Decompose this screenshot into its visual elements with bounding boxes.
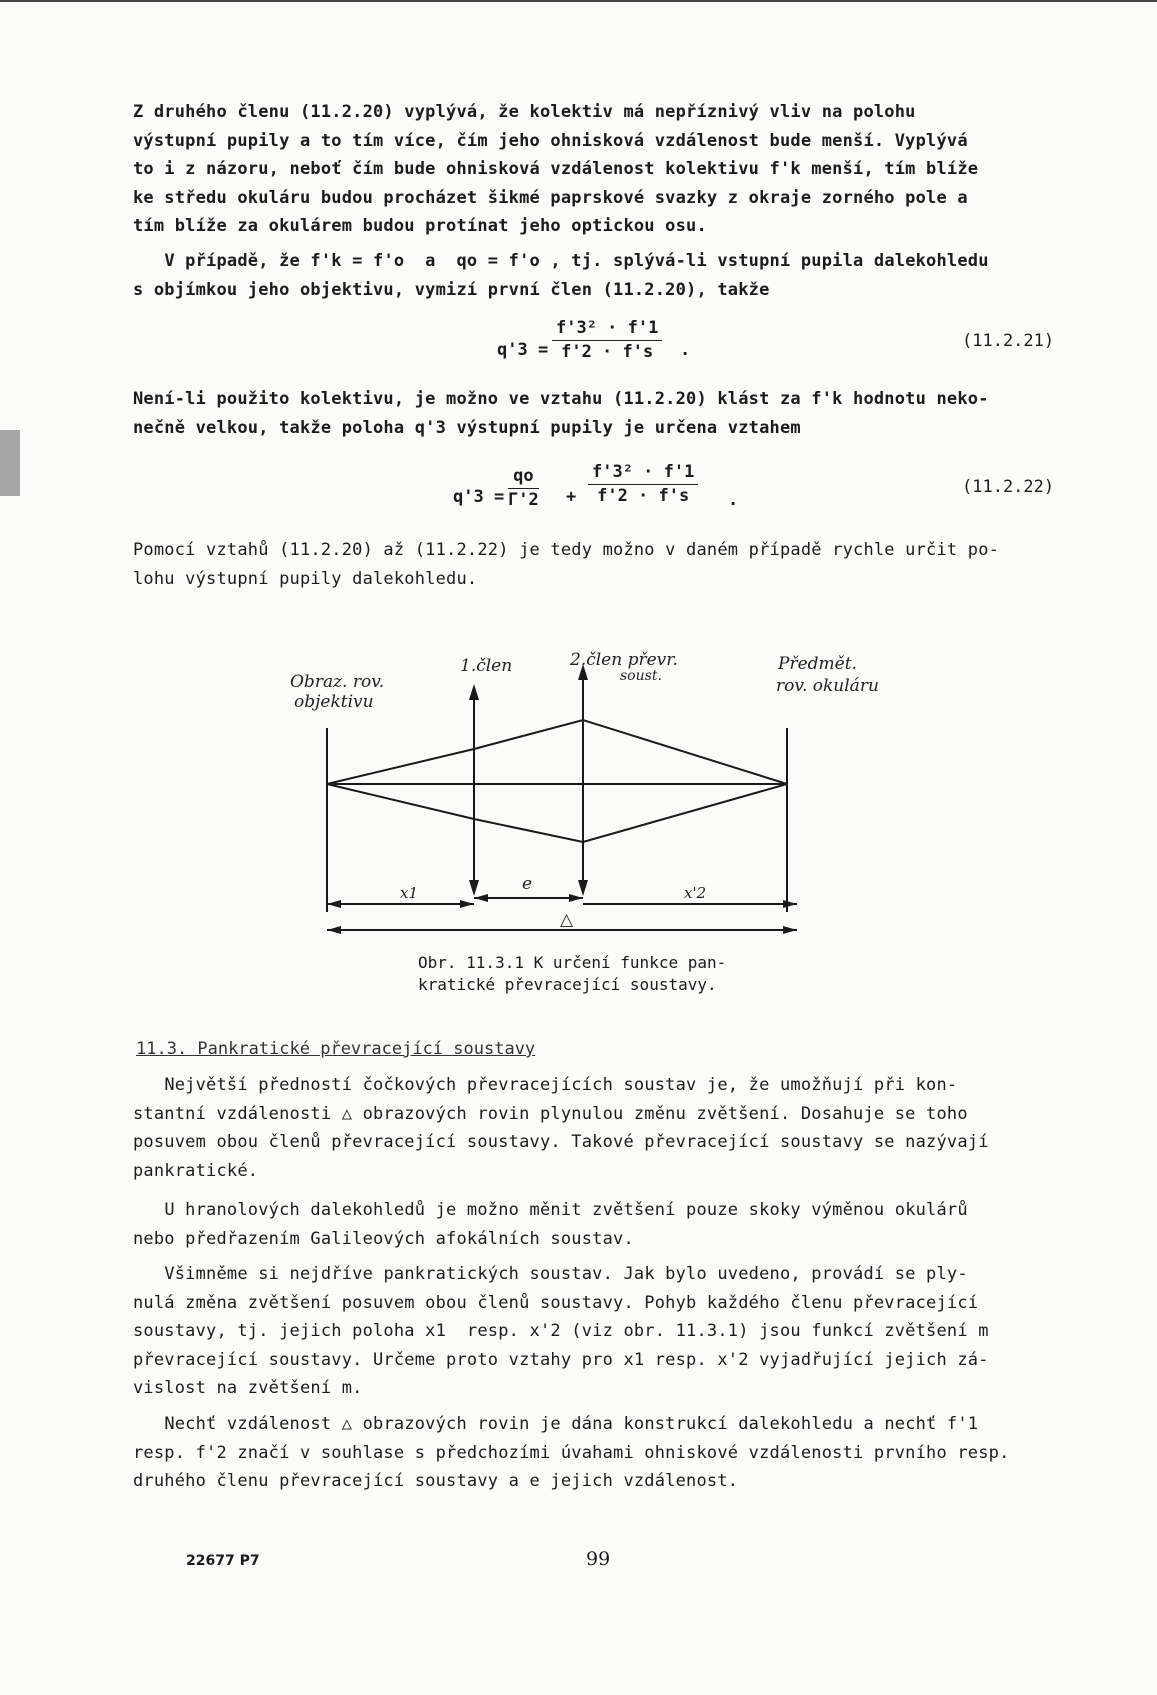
footer-code: 22677 P7 xyxy=(186,1553,260,1569)
label-e: e xyxy=(522,874,533,894)
arrow-x1-right xyxy=(460,900,474,908)
paragraph-2: V případě, že f'k = f'o a qo = f'o , tj. splývá-li vstupní pupila dalekohledu s objímkou jeho objektivu, vymizí první člen (11.2.20), takže xyxy=(133,251,989,300)
label-x2: x'2 xyxy=(684,884,707,902)
label-clen-1: 1.člen xyxy=(460,656,513,676)
label-obraz-rov: Obraz. rov. xyxy=(290,672,385,692)
paragraph-8: Nechť vzdálenost △ obrazových rovin je dána konstrukcí dalekohledu a nechť f'1 resp. f'2 značí v souhlase s předchozími úvahami ohniskové vzdálenosti prvního resp. druhého členu převracející soustavy a e jejich vzdálenost. xyxy=(133,1414,1010,1491)
eq2-frac1-denominator: Γ'2 xyxy=(508,490,539,510)
arrow-x1-left xyxy=(327,900,341,908)
page-number: 99 xyxy=(586,1548,611,1570)
paragraph-3: Není-li použito kolektivu, je možno ve vztahu (11.2.20) klást za f'k hodnotu neko- nečně velkou, takže poloha q'3 výstupní pupily je určena vztahem xyxy=(133,389,989,438)
label-objektivu: objektivu xyxy=(294,692,374,712)
label-x1: x1 xyxy=(400,884,419,902)
arrow-x2-right xyxy=(783,900,797,908)
eq2-frac1-numerator: qo xyxy=(508,466,539,489)
eq2-tail: . xyxy=(728,490,739,510)
paragraph-5: Největší předností čočkových převracejících soustav je, že umožňují při kon- stantní vzdálenosti △ obrazových rovin plynulou změnu zvětšení. Dosahuje se toho posuvem obou členů převracející soustavy. Takové převracející soustavy se nazývají pankratické. xyxy=(133,1075,989,1181)
label-predmet: Předmět. xyxy=(778,654,857,674)
eq1-numerator: f'3² · f'1 xyxy=(552,318,662,341)
arrow-up-1 xyxy=(469,684,479,700)
eq2-plus: + xyxy=(566,487,577,507)
eq2-frac2-numerator: f'3² · f'1 xyxy=(588,462,698,485)
label-rov-okularu: rov. okuláru xyxy=(776,676,879,696)
arrow-e-right xyxy=(569,894,583,902)
label-clen-2: 2.člen převr. xyxy=(570,650,678,670)
paragraph-4: Pomocí vztahů (11.2.20) až (11.2.22) je tedy možno v daném případě rychle určit po- lohu výstupní pupily dalekohledu. xyxy=(133,540,1000,589)
arrow-delta-right xyxy=(783,926,797,934)
section-title: 11.3. Pankratické převracející soustavy xyxy=(136,1039,536,1059)
label-soust: soust. xyxy=(620,668,662,684)
figure-caption: Obr. 11.3.1 K určení funkce pan- kratické převracející soustavy. xyxy=(418,953,727,994)
eq2-lhs: q'3 = xyxy=(453,487,505,507)
ray-upper xyxy=(327,720,787,784)
arrow-down-1 xyxy=(469,880,479,896)
arrow-e-left xyxy=(474,894,488,902)
paragraph-7: Všimněme si nejdříve pankratických soustav. Jak bylo uvedeno, provádí se ply- nulá změna zvětšení posuvem obou členů soustavy. Pohyb každého členu převracející soustavy, tj. jejich poloha x1 resp. x'2 (viz obr. 11.3.1) jsou funkcí zvětšení m převracející soustavy. Určeme proto vztahy pro x1 resp. x'2 vyjadřující jejich zá- vislost na zvětšení m. xyxy=(133,1264,989,1398)
eq1-number: (11.2.21) xyxy=(962,331,1055,351)
paragraph-1: Z druhého členu (11.2.20) vyplývá, že kolektiv má nepříznivý vliv na polohu výstupní pupily a to tím více, čím jeho ohnisková vzdálenost bude menší. Vyplývá to i z názoru, neboť čím bude ohnisková vzdálenost kolektivu f'k menší, tím blíže ke středu okuláru budou procházet šikmé paprskové svazky z okraje zorného pole a tím blíže za okulárem budou protínat jeho optickou osu. xyxy=(133,102,979,236)
ray-lower xyxy=(327,784,787,842)
arrow-delta-left xyxy=(327,926,341,934)
paragraph-6: U hranolových dalekohledů je možno měnit zvětšení pouze skoky výměnou okulárů nebo předřazením Galileových afokálních soustav. xyxy=(133,1200,968,1249)
eq1-tail: . xyxy=(680,340,691,360)
eq2-number: (11.2.22) xyxy=(962,477,1055,497)
eq2-frac2-denominator: f'2 · f's xyxy=(597,486,690,506)
eq1-lhs: q'3 = xyxy=(497,340,549,360)
arrow-down-2 xyxy=(578,880,588,896)
eq1-denominator: f'2 · f's xyxy=(561,342,654,362)
label-delta: △ xyxy=(560,910,574,930)
